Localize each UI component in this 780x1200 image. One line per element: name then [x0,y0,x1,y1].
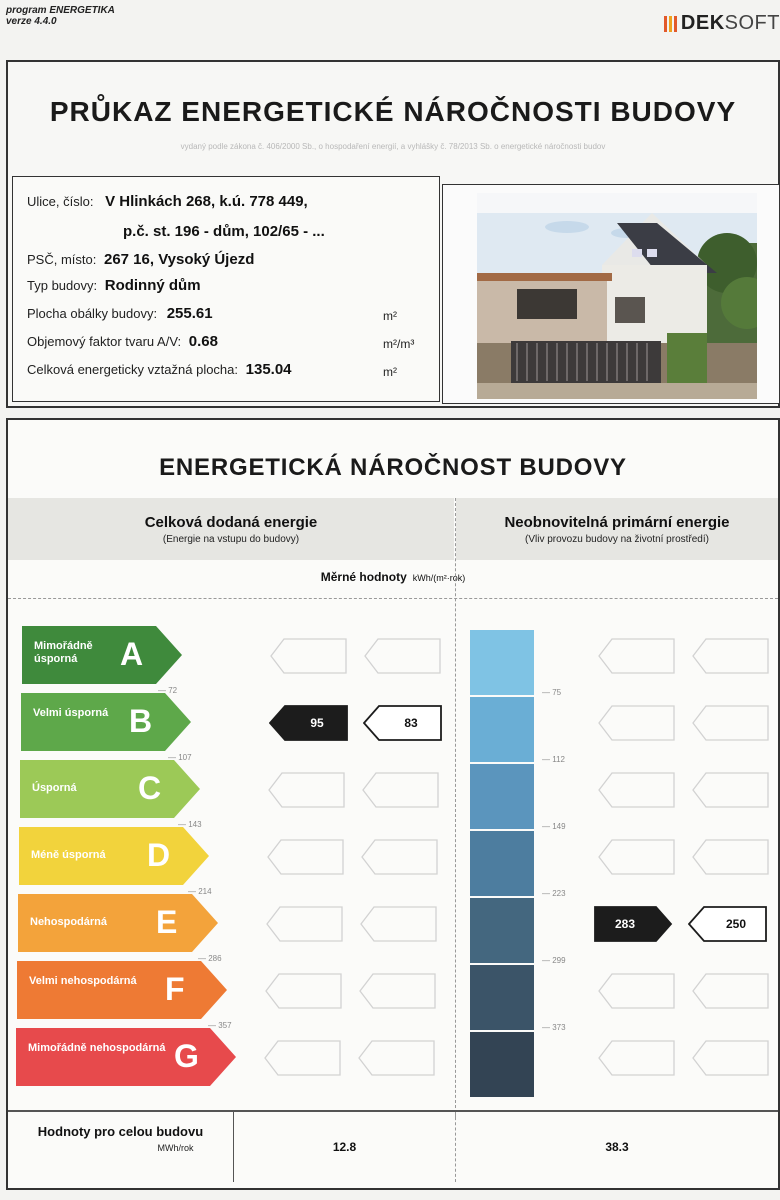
primary-threshold: — 112 [542,755,565,764]
total-primary-value: 38.3 [605,1140,629,1154]
logo-bars-icon [664,16,677,32]
area-row [27,305,213,322]
class-threshold: — 214 [188,887,212,896]
empty-class-marker [692,772,770,814]
delivered-energy-header [8,498,454,560]
empty-class-marker [270,638,348,680]
certificate-subtitle: vydaný podle zákona č. 406/2000 Sb., o hospodaření energií, a vyhlášky č. 78/2013 Sb. o energetické náročnosti budov [180,142,606,151]
empty-class-marker [362,772,440,814]
ref-unit: m² [383,365,397,379]
total-unit: MWh/rok [157,1143,194,1153]
empty-class-marker [361,839,439,881]
class-threshold: — 72 [158,686,178,695]
street-row [27,193,308,210]
class-letter: A [120,636,144,672]
building-photo [442,184,780,404]
empty-class-marker [266,906,344,948]
energy-title: ENERGETICKÁ NÁROČNOST BUDOVY [159,454,627,481]
class-threshold: — 107 [168,753,192,762]
primary-energy-band [470,831,534,896]
class-threshold: — 143 [178,820,202,829]
building-info-box [12,176,440,402]
primary-threshold: — 223 [542,889,566,898]
class-threshold: — 286 [198,954,222,963]
empty-class-marker [598,705,676,747]
delivered-actual-marker-value: 95 [310,716,324,730]
empty-class-marker [692,973,770,1015]
total-primary-cell [456,1112,778,1182]
shape-unit: m²/m³ [383,337,415,351]
energy-performance-section [6,418,780,1190]
class-label: Méně úsporná [31,849,106,861]
class-threshold: — 357 [208,1021,232,1030]
certificate-title: PRŮKAZ ENERGETICKÉ NÁROČNOSTI BUDOVY [49,96,737,127]
primary-energy-band [470,965,534,1030]
empty-class-marker [265,973,343,1015]
class-letter: G [174,1038,199,1074]
energy-class-c [20,760,200,818]
street-label: Ulice, číslo: [27,194,94,209]
energy-class-e [18,894,218,952]
energy-class-d [19,827,209,885]
empty-class-marker [598,1040,676,1082]
class-letter: E [156,904,178,940]
primary-energy-title: Neobnovitelná primární energie [504,514,730,531]
empty-class-marker [598,973,676,1015]
delivered-energy-subtitle: (Energie na vstupu do budovy) [162,534,300,545]
area-unit: m² [383,309,397,323]
energy-class-a [22,626,182,684]
total-values-row [8,1110,778,1190]
empty-class-marker [692,638,770,680]
class-letter: D [147,837,171,873]
type-label: Typ budovy: [27,278,98,293]
street-value-2: p.č. st. 196 - dům, 102/65 - ... [123,223,325,240]
program-info [6,5,115,27]
primary-energy-band [470,697,534,762]
primary-reference-marker-value: 250 [725,917,747,931]
empty-class-marker [692,1040,770,1082]
area-value: 255.61 [166,305,213,322]
empty-class-marker [692,705,770,747]
class-label: Úsporná [32,782,77,794]
primary-energy-subtitle: (Vliv provozu budovy na životní prostředí) [525,534,709,545]
primary-energy-band [470,764,534,829]
city-value: 267 16, Vysoký Újezd [103,251,255,268]
shape-row [27,333,218,350]
empty-class-marker [267,839,345,881]
total-delivered-value: 12.8 [332,1140,357,1154]
empty-class-marker [268,772,346,814]
primary-energy-band [470,898,534,963]
ref-value: 135.04 [245,361,292,378]
energy-class-f [17,961,227,1019]
delivered-actual-marker [269,705,349,747]
energy-class-g [16,1028,236,1086]
primary-energy-band [470,630,534,695]
delivered-reference-marker-value: 83 [404,716,418,730]
empty-class-marker [598,772,676,814]
class-label: Velmi úsporná [33,707,109,719]
program-version: verze 4.4.0 [6,16,57,27]
class-label: Mimořádně nehospodárná [28,1042,166,1054]
empty-class-marker [692,839,770,881]
shape-value: 0.68 [188,333,218,350]
primary-actual-marker [594,906,674,948]
primary-energy-header [456,498,778,560]
class-letter: B [129,703,153,739]
shape-label: Objemový faktor tvaru A/V: [27,334,182,349]
class-label: Mimořádně úsporná [34,640,93,665]
primary-threshold: — 149 [542,822,566,831]
primary-actual-marker-value: 283 [614,917,636,931]
primary-reference-marker [688,906,768,948]
logo-bold: DEK [680,12,725,34]
total-label-cell [8,1112,234,1182]
class-letter: C [138,770,162,806]
energy-class-b [21,693,191,751]
house-photo-illustration [477,193,757,399]
ref-label: Celková energeticky vztažná plocha: [27,362,239,377]
empty-class-marker [598,839,676,881]
type-row [27,277,201,294]
empty-class-marker [598,638,676,680]
class-label: Nehospodárná [30,916,108,928]
empty-class-marker [358,1040,436,1082]
city-row [27,251,254,268]
dashed-divider-vertical [455,498,456,1118]
city-label: PSČ, místo: [27,252,97,267]
type-value: Rodinný dům [104,277,201,294]
primary-threshold: — 75 [542,688,562,697]
dashed-divider-horizontal [8,598,778,599]
ref-row [27,361,292,378]
logo-light: SOFT [724,12,780,34]
specific-values-label: Měrné hodnoty kWh/(m²·rok) [320,570,466,584]
class-label: Velmi nehospodárná [29,975,137,987]
program-name: program ENERGETIKA [6,5,115,16]
empty-class-marker [264,1040,342,1082]
total-delivered-cell [234,1112,456,1182]
area-label: Plocha obálky budovy: [27,306,158,321]
street-row-2 [123,223,325,240]
primary-threshold: — 373 [542,1023,566,1032]
empty-class-marker [364,638,442,680]
delivered-reference-marker [363,705,443,747]
primary-energy-band [470,1032,534,1097]
total-label: Hodnoty pro celou budovu [37,1124,204,1139]
empty-class-marker [359,973,437,1015]
certificate-header [6,60,780,408]
dek-logo [664,12,780,35]
empty-class-marker [360,906,438,948]
primary-threshold: — 299 [542,956,566,965]
delivered-energy-title: Celková dodaná energie [144,514,318,531]
street-value-1: V Hlinkách 268, k.ú. 778 449, [105,193,308,210]
class-letter: F [165,971,185,1007]
specific-values-unit: kWh/(m²·rok) [412,573,466,583]
